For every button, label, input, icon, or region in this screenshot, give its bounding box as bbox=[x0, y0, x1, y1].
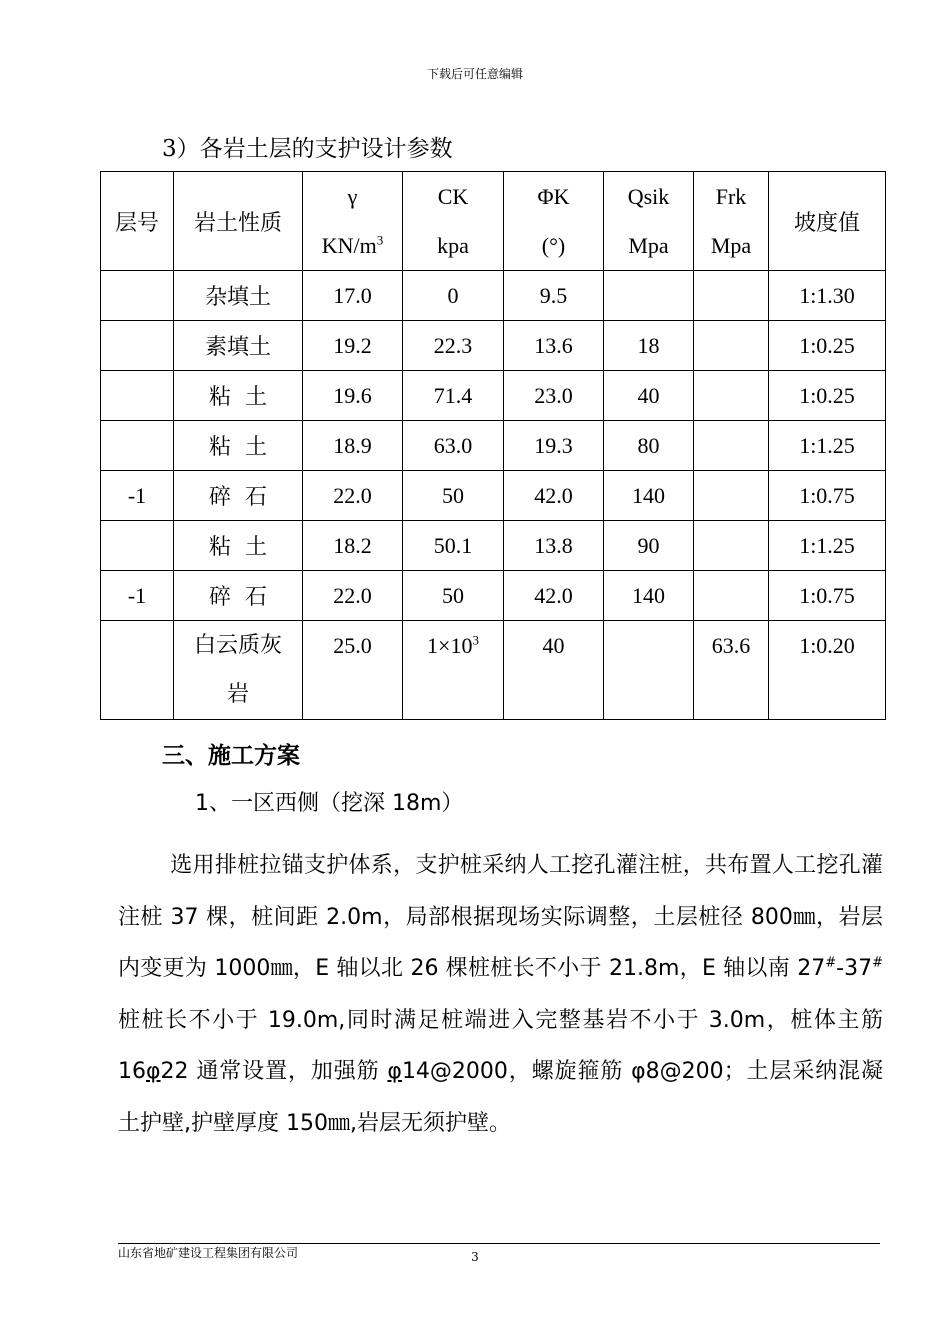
cell-soil-line1: 白云质灰 bbox=[193, 633, 282, 658]
cell-slope: 1:0.25 bbox=[769, 321, 886, 371]
header-cohesion bbox=[403, 172, 504, 271]
cell-phik: 23.0 bbox=[504, 371, 604, 421]
header-qsik bbox=[604, 172, 694, 271]
cell-soil: 粘 土 bbox=[174, 521, 303, 571]
cell-soil: 杂填土 bbox=[174, 271, 303, 321]
cell-gamma: 22.0 bbox=[303, 471, 403, 521]
cell-gamma: 17.0 bbox=[303, 271, 403, 321]
cell-phik: 19.3 bbox=[504, 421, 604, 471]
header-ck-unit: kpa bbox=[437, 233, 469, 258]
cell-ck: 50 bbox=[403, 471, 504, 521]
cell-slope: 1:0.75 bbox=[769, 571, 886, 621]
cell-qsik: 140 bbox=[604, 471, 694, 521]
cell-soil: 粘 土 bbox=[174, 421, 303, 471]
cell-phik-value: 40 bbox=[542, 633, 565, 658]
cell-soil-line2: 岩 bbox=[226, 682, 249, 707]
rebar-symbol-2: φ bbox=[387, 1059, 402, 1084]
page-number: 3 bbox=[471, 1250, 479, 1264]
header-layer-no: 层号 bbox=[101, 172, 174, 271]
cell-gamma: 22.0 bbox=[303, 571, 403, 621]
cell-frk bbox=[694, 371, 769, 421]
cell-layer bbox=[101, 271, 174, 321]
header-frk-unit: Mpa bbox=[710, 233, 752, 258]
cell-phik: 9.5 bbox=[504, 271, 604, 321]
cell-ck: 0 bbox=[403, 271, 504, 321]
section-title: 3）各岩土层的支护设计参数 bbox=[162, 136, 453, 162]
paragraph-part-2: -37 bbox=[836, 956, 873, 981]
cell-ck: 71.4 bbox=[403, 371, 504, 421]
cell-qsik: 18 bbox=[604, 321, 694, 371]
cell-frk bbox=[694, 521, 769, 571]
pile-number-sup-1: # bbox=[825, 955, 837, 971]
cell-soil: 粘 土 bbox=[174, 371, 303, 421]
header-gamma-unit: KN/m bbox=[321, 233, 377, 258]
pile-number-sup-2: # bbox=[872, 955, 883, 971]
cell-frk-value: 63.6 bbox=[711, 633, 751, 658]
cell-phik: 13.8 bbox=[504, 521, 604, 571]
cell-ck: 63.0 bbox=[403, 421, 504, 471]
header-slope: 坡度值 bbox=[769, 172, 886, 271]
cell-soil: 素填土 bbox=[174, 321, 303, 371]
cell-layer bbox=[101, 421, 174, 471]
heading-construction-plan: 三、施工方案 bbox=[162, 743, 300, 769]
cell-gamma: 18.9 bbox=[303, 421, 403, 471]
cell-slope: 1:0.25 bbox=[769, 371, 886, 421]
cell-gamma: 19.2 bbox=[303, 321, 403, 371]
support-parameters-table bbox=[100, 171, 886, 720]
cell-phik: 13.6 bbox=[504, 321, 604, 371]
table-row bbox=[101, 321, 886, 371]
cell-qsik: 90 bbox=[604, 521, 694, 571]
cell-layer: -1 bbox=[101, 571, 174, 621]
cell-slope: 1:1.25 bbox=[769, 421, 886, 471]
paragraph-part-1: 选用排桩拉锚支护体系，支护桩采纳人工挖孔灌注桩，共布置人工挖孔灌注桩 37 棵，桩间距 2.0m，局部根据现场实际调整，土层桩径 800㎜，岩层内变更为 1000㎜，E 轴以北 26 棵桩桩长不小于 21.8m，E 轴以南 27 bbox=[118, 853, 883, 981]
cell-layer bbox=[101, 321, 174, 371]
cell-frk bbox=[694, 471, 769, 521]
header-qsik-unit: Mpa bbox=[628, 233, 669, 258]
cell-ck-value: 1×10 bbox=[427, 633, 473, 658]
cell-ck: 50.1 bbox=[403, 521, 504, 571]
table-row bbox=[101, 571, 886, 621]
cell-slope: 1:1.25 bbox=[769, 521, 886, 571]
table-row bbox=[101, 521, 886, 571]
cell-slope bbox=[769, 621, 886, 720]
footer-company: 山东省地矿建设工程集团有限公司 bbox=[118, 1246, 299, 1260]
table-row bbox=[101, 471, 886, 521]
cell-qsik: 80 bbox=[604, 421, 694, 471]
cell-frk bbox=[694, 621, 769, 720]
cell-soil bbox=[174, 621, 303, 720]
cell-phik: 42.0 bbox=[504, 471, 604, 521]
header-ck-symbol: CK bbox=[437, 184, 469, 209]
cell-ck: 22.3 bbox=[403, 321, 504, 371]
header-unit-weight bbox=[303, 172, 403, 271]
cell-layer bbox=[101, 621, 174, 720]
cell-qsik: 40 bbox=[604, 371, 694, 421]
table-row bbox=[101, 621, 886, 720]
cell-slope: 1:0.75 bbox=[769, 471, 886, 521]
header-qsik-symbol: Qsik bbox=[627, 184, 670, 209]
cell-gamma: 19.6 bbox=[303, 371, 403, 421]
header-frk-symbol: Frk bbox=[715, 184, 747, 209]
page-header: 下载后可任意编辑 bbox=[426, 67, 523, 81]
cell-frk bbox=[694, 571, 769, 621]
cell-ck bbox=[403, 621, 504, 720]
cell-ck-sup: 3 bbox=[472, 632, 479, 648]
cell-gamma-value: 25.0 bbox=[333, 633, 372, 658]
header-soil-type: 岩土性质 bbox=[174, 172, 303, 271]
cell-layer bbox=[101, 521, 174, 571]
body-paragraph bbox=[118, 840, 883, 1149]
header-gamma-unit-sup: 3 bbox=[376, 232, 384, 248]
heading-zone-west: 1、一区西侧（挖深 18m） bbox=[195, 791, 464, 816]
cell-gamma bbox=[303, 621, 403, 720]
header-gamma-symbol: γ bbox=[347, 184, 358, 209]
cell-qsik bbox=[604, 621, 694, 720]
cell-soil: 碎 石 bbox=[174, 571, 303, 621]
cell-phik: 42.0 bbox=[504, 571, 604, 621]
cell-layer: -1 bbox=[101, 471, 174, 521]
header-phik-unit: (°) bbox=[541, 233, 566, 258]
rebar-symbol-1: φ bbox=[146, 1059, 161, 1084]
header-friction-angle bbox=[504, 172, 604, 271]
cell-slope-value: 1:0.20 bbox=[799, 633, 855, 658]
cell-qsik bbox=[604, 271, 694, 321]
header-phik-symbol: ΦK bbox=[537, 184, 570, 209]
paragraph-part-5: 14@2000，螺旋箍筋 φ8@200；土层采纳混凝土护壁,护壁厚度 150㎜,岩层无须护壁。 bbox=[118, 1059, 884, 1136]
table-row bbox=[101, 271, 886, 321]
cell-gamma: 18.2 bbox=[303, 521, 403, 571]
cell-frk bbox=[694, 321, 769, 371]
cell-frk bbox=[694, 271, 769, 321]
cell-slope: 1:1.30 bbox=[769, 271, 886, 321]
cell-ck: 50 bbox=[403, 571, 504, 621]
cell-frk bbox=[694, 421, 769, 471]
cell-layer bbox=[101, 371, 174, 421]
cell-qsik: 140 bbox=[604, 571, 694, 621]
paragraph-part-4: 22 通常设置，加强筋 bbox=[160, 1059, 388, 1084]
header-frk bbox=[694, 172, 769, 271]
cell-soil: 碎 石 bbox=[174, 471, 303, 521]
paragraph-part-3: 桩桩长不小于 19.0m,同时满足桩端进入完整基岩不小于 3.0m，桩体主筋 16 bbox=[118, 1007, 883, 1084]
table-row bbox=[101, 421, 886, 471]
table-row bbox=[101, 371, 886, 421]
table-header-row bbox=[101, 172, 886, 271]
cell-phik bbox=[504, 621, 604, 720]
